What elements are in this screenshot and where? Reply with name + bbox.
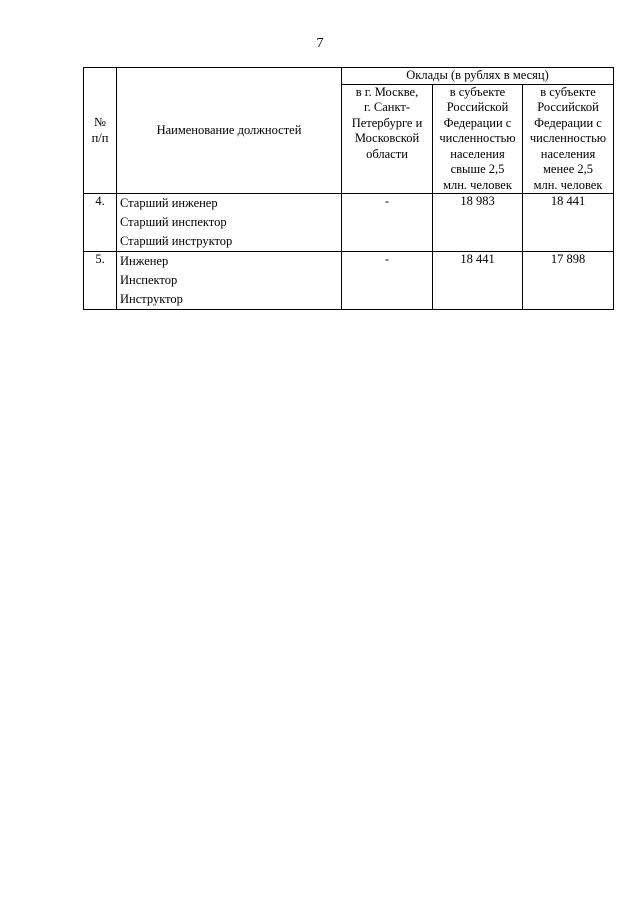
header-region-under: в субъекте Российской Федерации с численностью населения менее 2,5 млн. человек xyxy=(523,84,614,194)
position-name: Старший инженер xyxy=(120,196,218,210)
salary-moscow: - xyxy=(342,252,433,310)
row-number: 5. xyxy=(84,252,117,310)
position-name: Инспектор xyxy=(120,273,178,287)
row-number: 4. xyxy=(84,194,117,252)
header-position-name: Наименование должностей xyxy=(117,68,342,194)
row-positions xyxy=(117,194,342,252)
salary-table xyxy=(83,67,614,310)
position-name: Инженер xyxy=(120,254,169,268)
table-header-row xyxy=(84,68,614,85)
header-number: № п/п xyxy=(84,68,117,194)
salary-region-under: 18 441 xyxy=(523,194,614,252)
header-salary-group: Оклады (в рублях в месяц) xyxy=(342,68,614,85)
position-name: Старший инспектор xyxy=(120,215,227,229)
table-row xyxy=(84,194,614,252)
salary-region-over: 18 441 xyxy=(433,252,523,310)
salary-moscow: - xyxy=(342,194,433,252)
row-positions xyxy=(117,252,342,310)
header-region-over: в субъекте Российской Федерации с численностью населения свыше 2,5 млн. человек xyxy=(433,84,523,194)
salary-region-over: 18 983 xyxy=(433,194,523,252)
table-row xyxy=(84,252,614,310)
header-moscow: в г. Москве, г. Санкт- Петербурге и Московской области xyxy=(342,84,433,194)
position-name: Старший инструктор xyxy=(120,234,233,248)
salary-region-under: 17 898 xyxy=(523,252,614,310)
page-number: 7 xyxy=(316,36,324,51)
position-name: Инструктор xyxy=(120,292,183,306)
